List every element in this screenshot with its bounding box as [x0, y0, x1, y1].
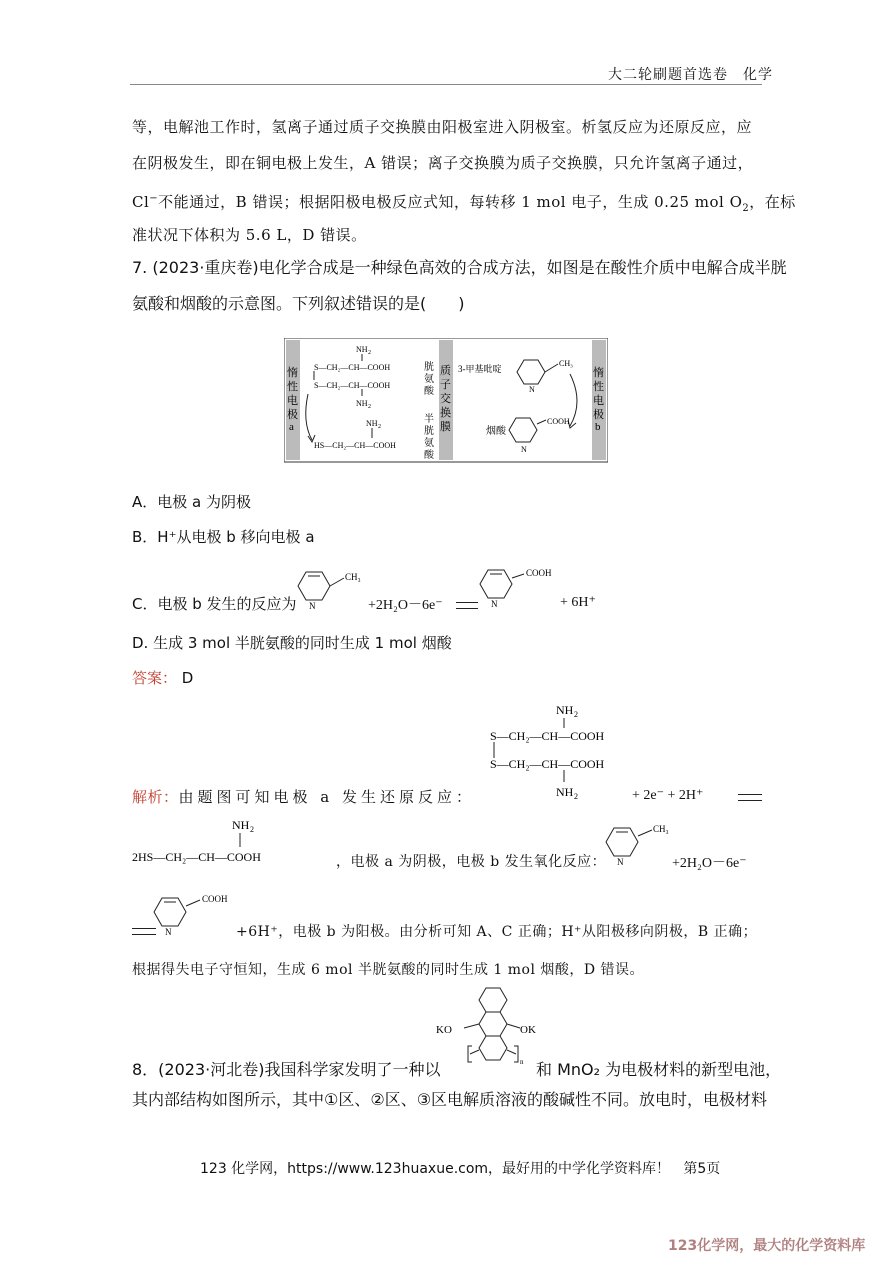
electrolysis-diagram [284, 338, 608, 466]
svg-text:N: N [165, 927, 172, 937]
nicotinic-label: 烟酸 [486, 426, 506, 437]
svg-text:S—CH₂—CH—COOH: S—CH₂—CH—COOH [490, 757, 605, 771]
q7-stem-line-1: 7. (2023·重庆卷)电化学合成是一种绿色高效的合成方法，如图是在酸性介质中电解合成半胱 [132, 258, 787, 277]
page-footer: 123 化学网，https://www.123huaxue.com，最好用的中学化学资料库！ 第5页 [200, 1161, 721, 1177]
header-rule [130, 84, 762, 85]
q7-option-c-suffix: + 6H⁺ [560, 595, 596, 610]
svg-text:2: 2 [574, 710, 578, 719]
svg-text:性: 性 [593, 381, 604, 393]
q7-answer: 答案： D [132, 669, 194, 687]
svg-text:NH: NH [356, 399, 368, 408]
prev-analysis-line-4: 准状况下体积为 5.6 L，D 错误。 [132, 226, 367, 244]
svg-text:酸: 酸 [424, 450, 434, 461]
methylpyridine-label: 3-甲基吡啶 [458, 364, 502, 374]
svg-text:电: 电 [593, 395, 604, 407]
book-title: 大二轮刷题首选卷 [608, 67, 728, 83]
cysteine-label [424, 412, 435, 461]
svg-text:COOH: COOH [202, 894, 228, 904]
analysis-line-2-mid: ，电极 a 为阴极，电极 b 发生氧化反应： [336, 854, 607, 870]
svg-text:氨: 氨 [424, 374, 434, 385]
svg-text:胱: 胱 [424, 426, 434, 437]
svg-text:N: N [521, 445, 527, 454]
svg-text:N: N [491, 599, 498, 608]
svg-text:酸: 酸 [424, 386, 434, 397]
svg-text:S—CH₂—CH—COOH: S—CH₂—CH—COOH [314, 381, 391, 390]
q7-option-c-prefix: C．电极 b 发生的反应为 [132, 595, 297, 613]
subject: 化学 [743, 67, 773, 83]
q7-stem-line-2: 氨酸和烟酸的示意图。下列叙述错误的是( ) [132, 294, 465, 313]
svg-text:N: N [309, 601, 316, 611]
svg-text:2: 2 [378, 424, 381, 430]
svg-text:2: 2 [368, 404, 371, 410]
prev-analysis-line-3: Cl−不能通过，B 错误；根据阳极电极反应式知，每转移 1 mol 电子，生成 0.25 mol $O_2$，在标 [132, 193, 796, 214]
prev-analysis-line-2: 在阴极发生，即在铜电极上发生，A 错误；离子交换膜为质子交换膜，只允许氢离子通过， [132, 154, 754, 172]
svg-text:膜: 膜 [440, 421, 451, 433]
svg-text:质: 质 [440, 365, 451, 377]
svg-text:N: N [617, 857, 624, 867]
svg-text:CH₃: CH₃ [345, 572, 361, 582]
svg-text:氨: 氨 [424, 438, 434, 449]
prev-analysis-line-1: 等，电解池工作时，氢离子通过质子交换膜由阳极室进入阴极室。析氢反应为还原反应，应 [132, 118, 753, 136]
svg-text:CH₃: CH₃ [559, 359, 573, 368]
svg-text:性: 性 [287, 381, 298, 393]
analysis-line-1-tail: + 2e⁻ + 2H⁺ [632, 788, 704, 803]
svg-text:2: 2 [368, 350, 371, 356]
svg-text:CH₃: CH₃ [653, 824, 669, 834]
svg-text:NH: NH [556, 703, 574, 717]
svg-text:2: 2 [250, 825, 254, 834]
q7-option-a: A．电极 a 为阴极 [132, 493, 251, 511]
svg-text:OK: OK [520, 1024, 536, 1036]
analysis-cystine-structure [488, 700, 638, 800]
svg-text:惰: 惰 [287, 367, 298, 379]
svg-text:换: 换 [440, 407, 451, 419]
analysis-methylpyridine-structure [604, 820, 674, 870]
equals-sign-2 [738, 794, 762, 801]
svg-text:半: 半 [424, 414, 434, 425]
running-header [608, 64, 773, 84]
cystine-label [424, 360, 435, 397]
svg-text:极: 极 [593, 409, 604, 421]
svg-text:胱: 胱 [424, 362, 434, 373]
analysis-nicotinic-structure [152, 888, 242, 938]
q7-option-c-mid: +2H₂O－6e⁻ [368, 598, 443, 613]
nicotinic-structure [478, 562, 562, 608]
svg-text:子: 子 [440, 379, 451, 391]
svg-text:NH: NH [556, 785, 574, 799]
analysis-line-1: 解析：由题图可知电极 a 发生还原反应： [132, 788, 475, 806]
svg-text:NH: NH [356, 345, 368, 354]
svg-text:S—CH₂—CH—COOH: S—CH₂—CH—COOH [490, 729, 605, 743]
svg-text:NH: NH [366, 419, 378, 428]
analysis-line-4: 根据得失电子守恒知，生成 6 mol 半胱氨酸的同时生成 1 mol 烟酸，D 错误。 [132, 962, 645, 978]
anthraquinone-polymer-structure [430, 984, 560, 1068]
svg-text:N: N [529, 385, 535, 394]
svg-text:KO: KO [436, 1024, 452, 1036]
svg-text:b: b [595, 421, 601, 433]
svg-text:交: 交 [440, 393, 451, 405]
svg-text:n: n [520, 1058, 524, 1066]
svg-text:惰: 惰 [593, 367, 604, 379]
svg-text:a: a [289, 421, 294, 433]
q8-stem-line-1a: 8．(2023·河北卷)我国科学家发明了一种以 [132, 1060, 441, 1079]
svg-text:COOH: COOH [547, 417, 570, 426]
equals-sign [456, 602, 478, 609]
svg-text:HS—CH₂—CH—COOH: HS—CH₂—CH—COOH [314, 441, 396, 450]
analysis-line-3: +6H⁺，电极 b 为阳极。由分析可知 A、C 正确；H⁺从阳极移向阴极，B 正确； [236, 924, 758, 940]
svg-text:2HS—CH₂—CH—COOH: 2HS—CH₂—CH—COOH [132, 850, 261, 864]
q7-option-d: D. 生成 3 mol 半胱氨酸的同时生成 1 mol 烟酸 [132, 634, 452, 652]
q7-option-b: B．H⁺从电极 b 移向电极 a [132, 528, 315, 546]
methylpyridine-structure [296, 566, 366, 612]
svg-text:NH: NH [232, 818, 250, 832]
svg-text:COOH: COOH [526, 568, 552, 578]
svg-text:电: 电 [287, 395, 298, 407]
q8-stem-line-1b: 和 MnO₂ 为电极材料的新型电池， [536, 1060, 782, 1079]
svg-text:2: 2 [574, 792, 578, 800]
membrane-label [440, 363, 451, 433]
svg-text:极: 极 [287, 409, 298, 421]
watermark: 123化学网，最大的化学资料库 [668, 1238, 866, 1254]
q8-stem-line-2: 其内部结构如图所示，其中①区、②区、③区电解质溶液的酸碱性不同。放电时，电极材料 [132, 1090, 768, 1109]
analysis-cysteine-structure [132, 815, 332, 867]
analysis-line-2-tail: +2H₂O－6e⁻ [672, 856, 747, 871]
svg-text:S—CH₂—CH—COOH: S—CH₂—CH—COOH [314, 363, 391, 372]
